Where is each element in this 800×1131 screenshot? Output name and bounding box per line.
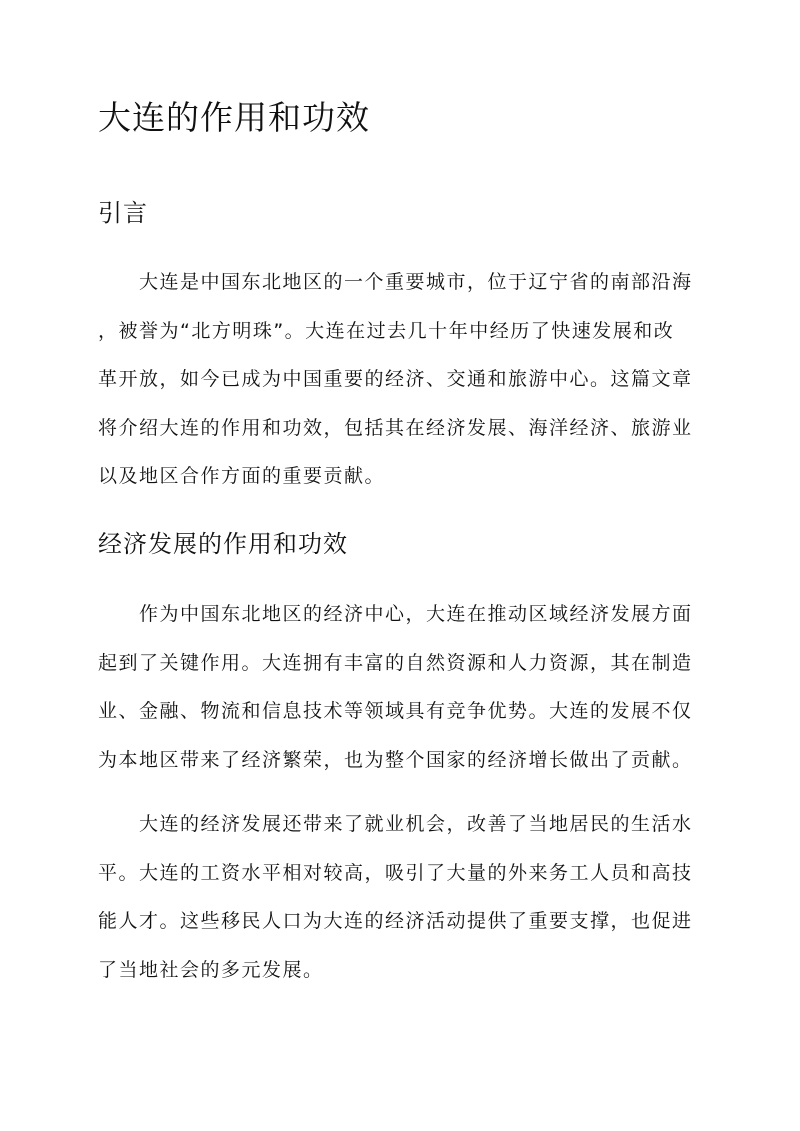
section-heading-introduction: 引言 [98, 199, 148, 227]
paragraph-line: 了当地社会的多元发展。 [98, 958, 324, 981]
paragraph-line: 平。大连的工资水平相对较高，吸引了大量的外来务工人员和高技 [98, 861, 693, 884]
paragraph-line: 为本地区带来了经济繁荣，也为整个国家的经济增长做出了贡献。 [98, 748, 693, 771]
paragraph-economic-center [98, 590, 702, 784]
paragraph-line: ，被誉为“北方明珠”。大连在过去几十年中经历了快速发展和改 [98, 319, 675, 342]
paragraph-line: 大连的经济发展还带来了就业机会，改善了当地居民的生活水 [98, 813, 693, 835]
paragraph-line: 以及地区合作方面的重要贡献。 [98, 465, 386, 487]
paragraph-line: 大连是中国东北地区的一个重要城市，位于辽宁省的南部沿海 [98, 271, 693, 293]
paragraph-employment [98, 800, 702, 994]
paragraph-line: 将介绍大连的作用和功效，包括其在经济发展、海洋经济、旅游业 [98, 416, 693, 439]
paragraph-line: 能人才。这些移民人口为大连的经济活动提供了重要支撑，也促进 [98, 910, 693, 932]
section-heading-economic-development: 经济发展的作用和功效 [98, 530, 348, 558]
paragraph-line: 革开放，如今已成为中国重要的经济、交通和旅游中心。这篇文章 [98, 368, 693, 390]
paragraph-line: 作为中国东北地区的经济中心，大连在推动区域经济发展方面 [98, 603, 693, 625]
paragraph-line: 起到了关键作用。大连拥有丰富的自然资源和人力资源，其在制造 [98, 651, 693, 674]
paragraph-line: 业、金融、物流和信息技术等领域具有竞争优势。大连的发展不仅 [98, 700, 693, 722]
document-title: 大连的作用和功效 [98, 98, 370, 137]
paragraph-introduction [98, 258, 702, 501]
